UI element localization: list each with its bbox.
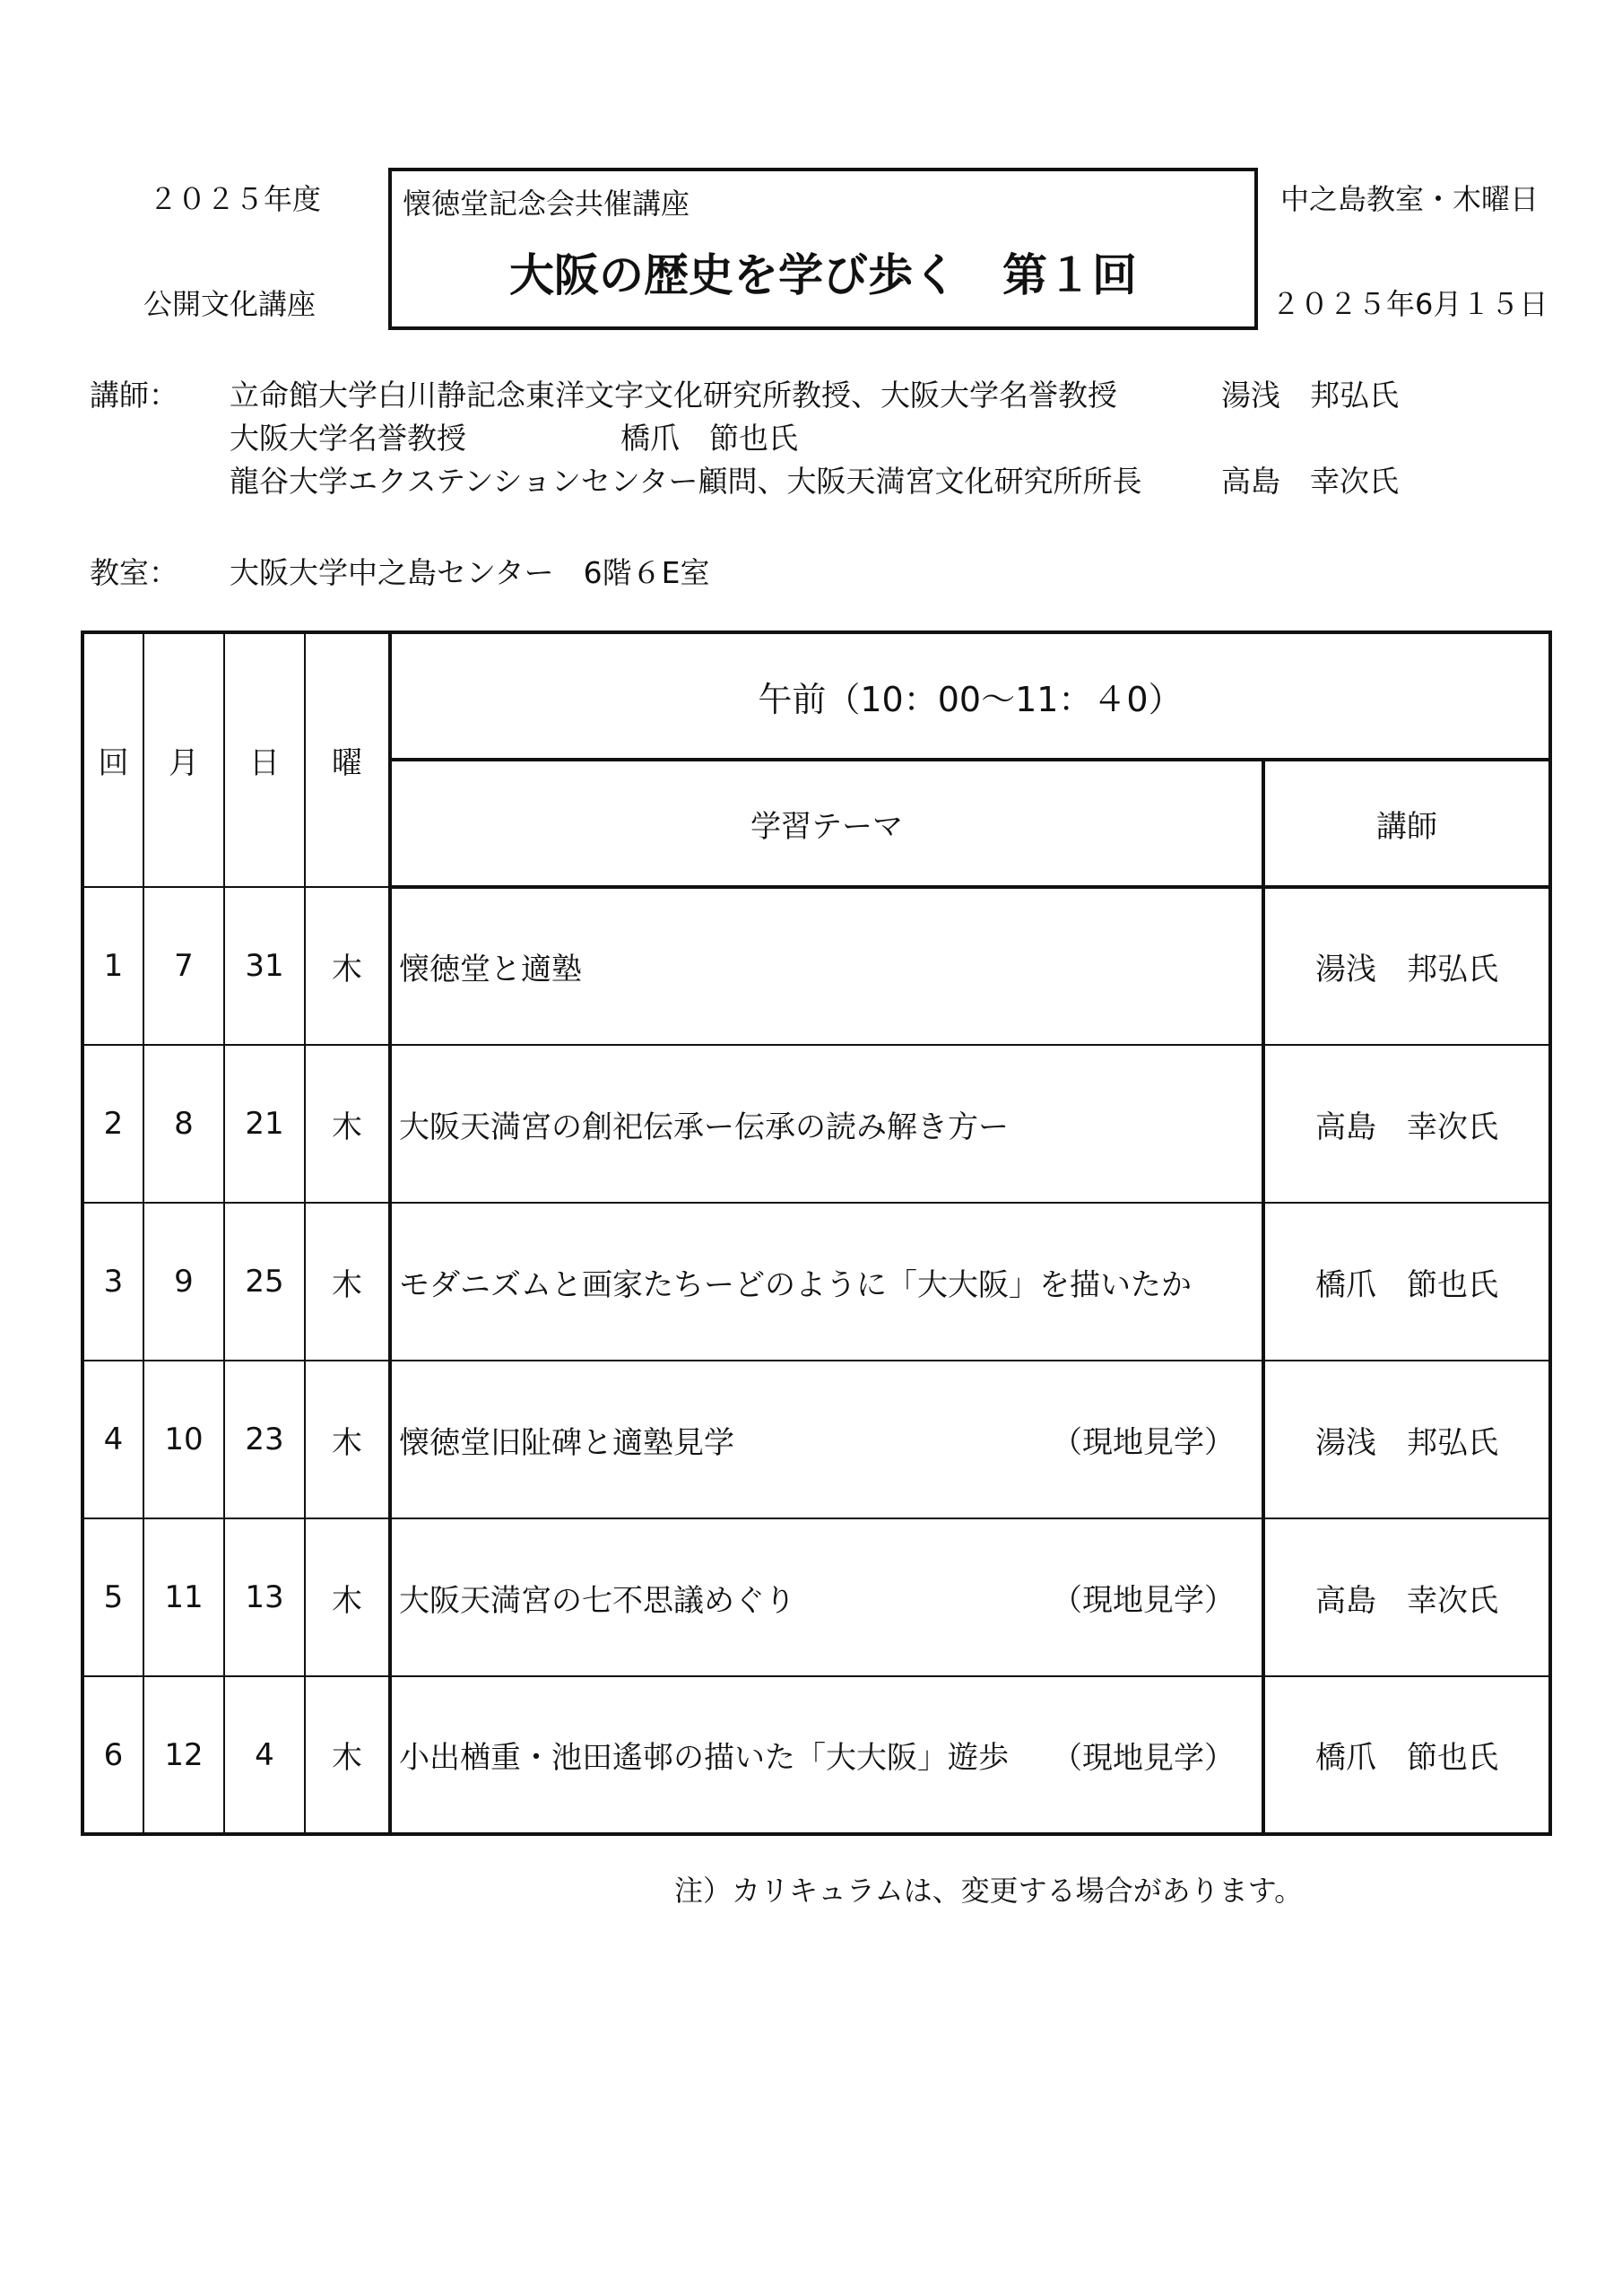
box-subtitle: 懐徳堂記念会共催講座 — [403, 187, 690, 221]
table-row — [82, 1045, 1550, 1203]
page-title: 大阪の歴史を学び歩く 第１回 — [509, 249, 1137, 301]
row-month: 12 — [143, 1676, 224, 1834]
row-month: 8 — [143, 1045, 224, 1203]
row-lecturer: 橋爪 節也氏 — [1263, 1203, 1550, 1361]
header-month: 月 — [143, 632, 224, 887]
footer-note: 注）カリキュラムは、変更する場合があります。 — [674, 1874, 1304, 1908]
lecturer-name: 橋爪 節也氏 — [620, 421, 798, 456]
row-lecturer: 高島 幸次氏 — [1263, 1518, 1550, 1676]
header-no: 回 — [82, 632, 143, 887]
venue-day: 中之島教室・木曜日 — [1280, 182, 1540, 216]
schedule-table — [81, 631, 1552, 1836]
fiscal-year: ２０２５年度 — [149, 182, 322, 216]
row-theme: 懐徳堂と適塾 — [399, 952, 582, 987]
lecturer-affiliation: 龍谷大学エクステンションセンター顧問、大阪天満宮文化研究所所長 — [230, 464, 1142, 499]
row-day: 4 — [224, 1676, 305, 1834]
row-day: 31 — [224, 887, 305, 1045]
row-weekday: 木 — [305, 1361, 390, 1518]
row-weekday: 木 — [305, 887, 390, 1045]
row-weekday: 木 — [305, 1676, 390, 1834]
row-theme: 小出楢重・池田遙邨の描いた「大大阪」遊歩 — [399, 1740, 1009, 1776]
row-weekday: 木 — [305, 1203, 390, 1361]
row-no: 4 — [82, 1361, 143, 1518]
row-theme-cell — [390, 887, 1263, 1045]
lecturers-label: 講師： — [90, 378, 178, 413]
row-theme: モダニズムと画家たちーどのように「大大阪」を描いたか — [399, 1266, 1192, 1303]
row-month: 11 — [143, 1518, 224, 1676]
header-lecturer: 講師 — [1263, 760, 1550, 887]
row-theme-note: （現地見学） — [1052, 1424, 1235, 1461]
row-theme-cell — [390, 1676, 1263, 1834]
row-theme: 懐徳堂旧阯碑と適塾見学 — [399, 1424, 734, 1461]
row-theme-note: （現地見学） — [1052, 1740, 1235, 1776]
header-weekday: 曜 — [305, 632, 390, 887]
row-weekday: 木 — [305, 1045, 390, 1203]
course-date: ２０２５年6月１５日 — [1271, 287, 1548, 321]
table-row — [82, 1361, 1550, 1518]
row-no: 3 — [82, 1203, 143, 1361]
lecturer-name: 湯浅 邦弘氏 — [1221, 378, 1399, 413]
lecturer-name: 高島 幸次氏 — [1221, 464, 1399, 499]
row-day: 23 — [224, 1361, 305, 1518]
table-row — [82, 1518, 1550, 1676]
row-lecturer: 橋爪 節也氏 — [1263, 1676, 1550, 1834]
lecturer-affiliation: 立命館大学白川静記念東洋文字文化研究所教授、大阪大学名誉教授 — [230, 378, 1117, 413]
classroom-label: 教室： — [90, 555, 178, 590]
classroom-value: 大阪大学中之島センター 6階６E室 — [230, 555, 710, 590]
row-theme-note: （現地見学） — [1052, 1582, 1235, 1619]
row-theme-cell — [390, 1203, 1263, 1361]
row-no: 1 — [82, 887, 143, 1045]
title-box — [388, 168, 1258, 330]
row-day: 25 — [224, 1203, 305, 1361]
row-lecturer: 湯浅 邦弘氏 — [1263, 1361, 1550, 1518]
row-month: 9 — [143, 1203, 224, 1361]
row-month: 7 — [143, 887, 224, 1045]
table-row — [82, 887, 1550, 1045]
row-theme-cell — [390, 1045, 1263, 1203]
row-theme: 大阪天満宮の創祀伝承ー伝承の読み解き方ー — [399, 1109, 1009, 1145]
header-session: 午前（10：00～11：４0） — [390, 632, 1550, 760]
row-no: 5 — [82, 1518, 143, 1676]
row-lecturer: 高島 幸次氏 — [1263, 1045, 1550, 1203]
row-theme: 大阪天満宮の七不思議めぐり — [399, 1582, 795, 1619]
header-theme: 学習テーマ — [390, 760, 1263, 887]
series-name: 公開文化講座 — [143, 287, 317, 321]
row-weekday: 木 — [305, 1518, 390, 1676]
header-day: 日 — [224, 632, 305, 887]
row-month: 10 — [143, 1361, 224, 1518]
lecturer-affiliation: 大阪大学名誉教授 — [230, 421, 466, 456]
row-theme-cell — [390, 1518, 1263, 1676]
row-lecturer: 湯浅 邦弘氏 — [1263, 887, 1550, 1045]
table-row — [82, 1203, 1550, 1361]
row-no: 6 — [82, 1676, 143, 1834]
row-day: 13 — [224, 1518, 305, 1676]
row-no: 2 — [82, 1045, 143, 1203]
row-day: 21 — [224, 1045, 305, 1203]
table-row — [82, 1676, 1550, 1834]
row-theme-cell — [390, 1361, 1263, 1518]
